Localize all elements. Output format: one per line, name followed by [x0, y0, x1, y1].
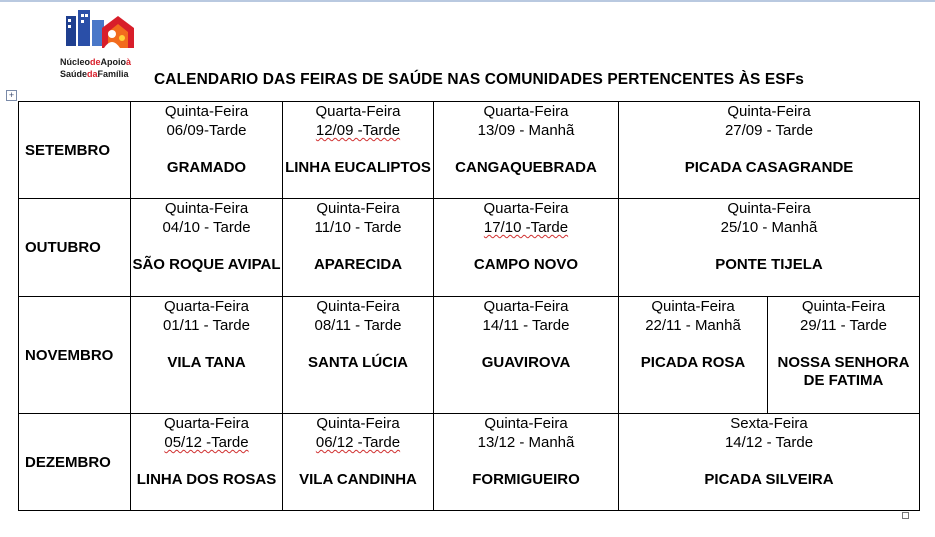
event-cell: Quarta-Feira 05/12 -Tarde LINHA DOS ROSAS: [131, 414, 283, 511]
page-title: CALENDARIO DAS FEIRAS DE SAÚDE NAS COMUNIDADES PERTENCENTES ÀS ESFs: [154, 71, 805, 88]
event-cell: Quinta-Feira 27/09 - Tarde PICADA CASAGRANDE: [619, 102, 920, 199]
event-cell: Quarta-Feira 13/09 - Manhã CANGAQUEBRADA: [434, 102, 619, 199]
table-row: [19, 199, 920, 297]
event-cell: Sexta-Feira 14/12 - Tarde PICADA SILVEIRA: [619, 414, 920, 511]
event-cell: Quinta-Feira 25/10 - Manhã PONTE TIJELA: [619, 199, 920, 297]
event-cell: Quinta-Feira 04/10 - Tarde SÃO ROQUE AVIPAL: [131, 199, 283, 297]
top-border-line: [0, 0, 935, 2]
logo: [60, 10, 146, 84]
event-cell: Quinta-Feira 06/09-Tarde GRAMADO: [131, 102, 283, 199]
calendar-table: [18, 101, 920, 511]
event-cell: Quarta-Feira 14/11 - Tarde GUAVIROVA: [434, 297, 619, 414]
logo-text: NúcleodeApoioà SaúdedaFamília: [60, 57, 132, 79]
event-cell: Quinta-Feira 13/12 - Manhã FORMIGUEIRO: [434, 414, 619, 511]
event-cell: Quarta-Feira 12/09 -Tarde LINHA EUCALIPTOS: [283, 102, 434, 199]
event-cell: Quinta-Feira 08/11 - Tarde SANTA LÚCIA: [283, 297, 434, 414]
month-cell: NOVEMBRO: [19, 297, 131, 414]
event-cell: Quinta-Feira 29/11 - Tarde NOSSA SENHORA DE FATIMA: [768, 297, 920, 414]
event-cell: Quarta-Feira 01/11 - Tarde VILA TANA: [131, 297, 283, 414]
family-house-icon: [64, 10, 136, 56]
month-cell: DEZEMBRO: [19, 414, 131, 511]
event-cell: Quinta-Feira 22/11 - Manhã PICADA ROSA: [619, 297, 768, 414]
month-cell: OUTUBRO: [19, 199, 131, 297]
table-move-handle[interactable]: +: [6, 90, 17, 101]
event-cell: Quinta-Feira 06/12 -Tarde VILA CANDINHA: [283, 414, 434, 511]
table-resize-handle[interactable]: [902, 512, 909, 519]
month-cell: SETEMBRO: [19, 102, 131, 199]
table-row: [19, 102, 920, 199]
event-cell: Quinta-Feira 11/10 - Tarde APARECIDA: [283, 199, 434, 297]
event-cell: Quarta-Feira 17/10 -Tarde CAMPO NOVO: [434, 199, 619, 297]
table-row: [19, 414, 920, 511]
table-row: [19, 297, 920, 414]
